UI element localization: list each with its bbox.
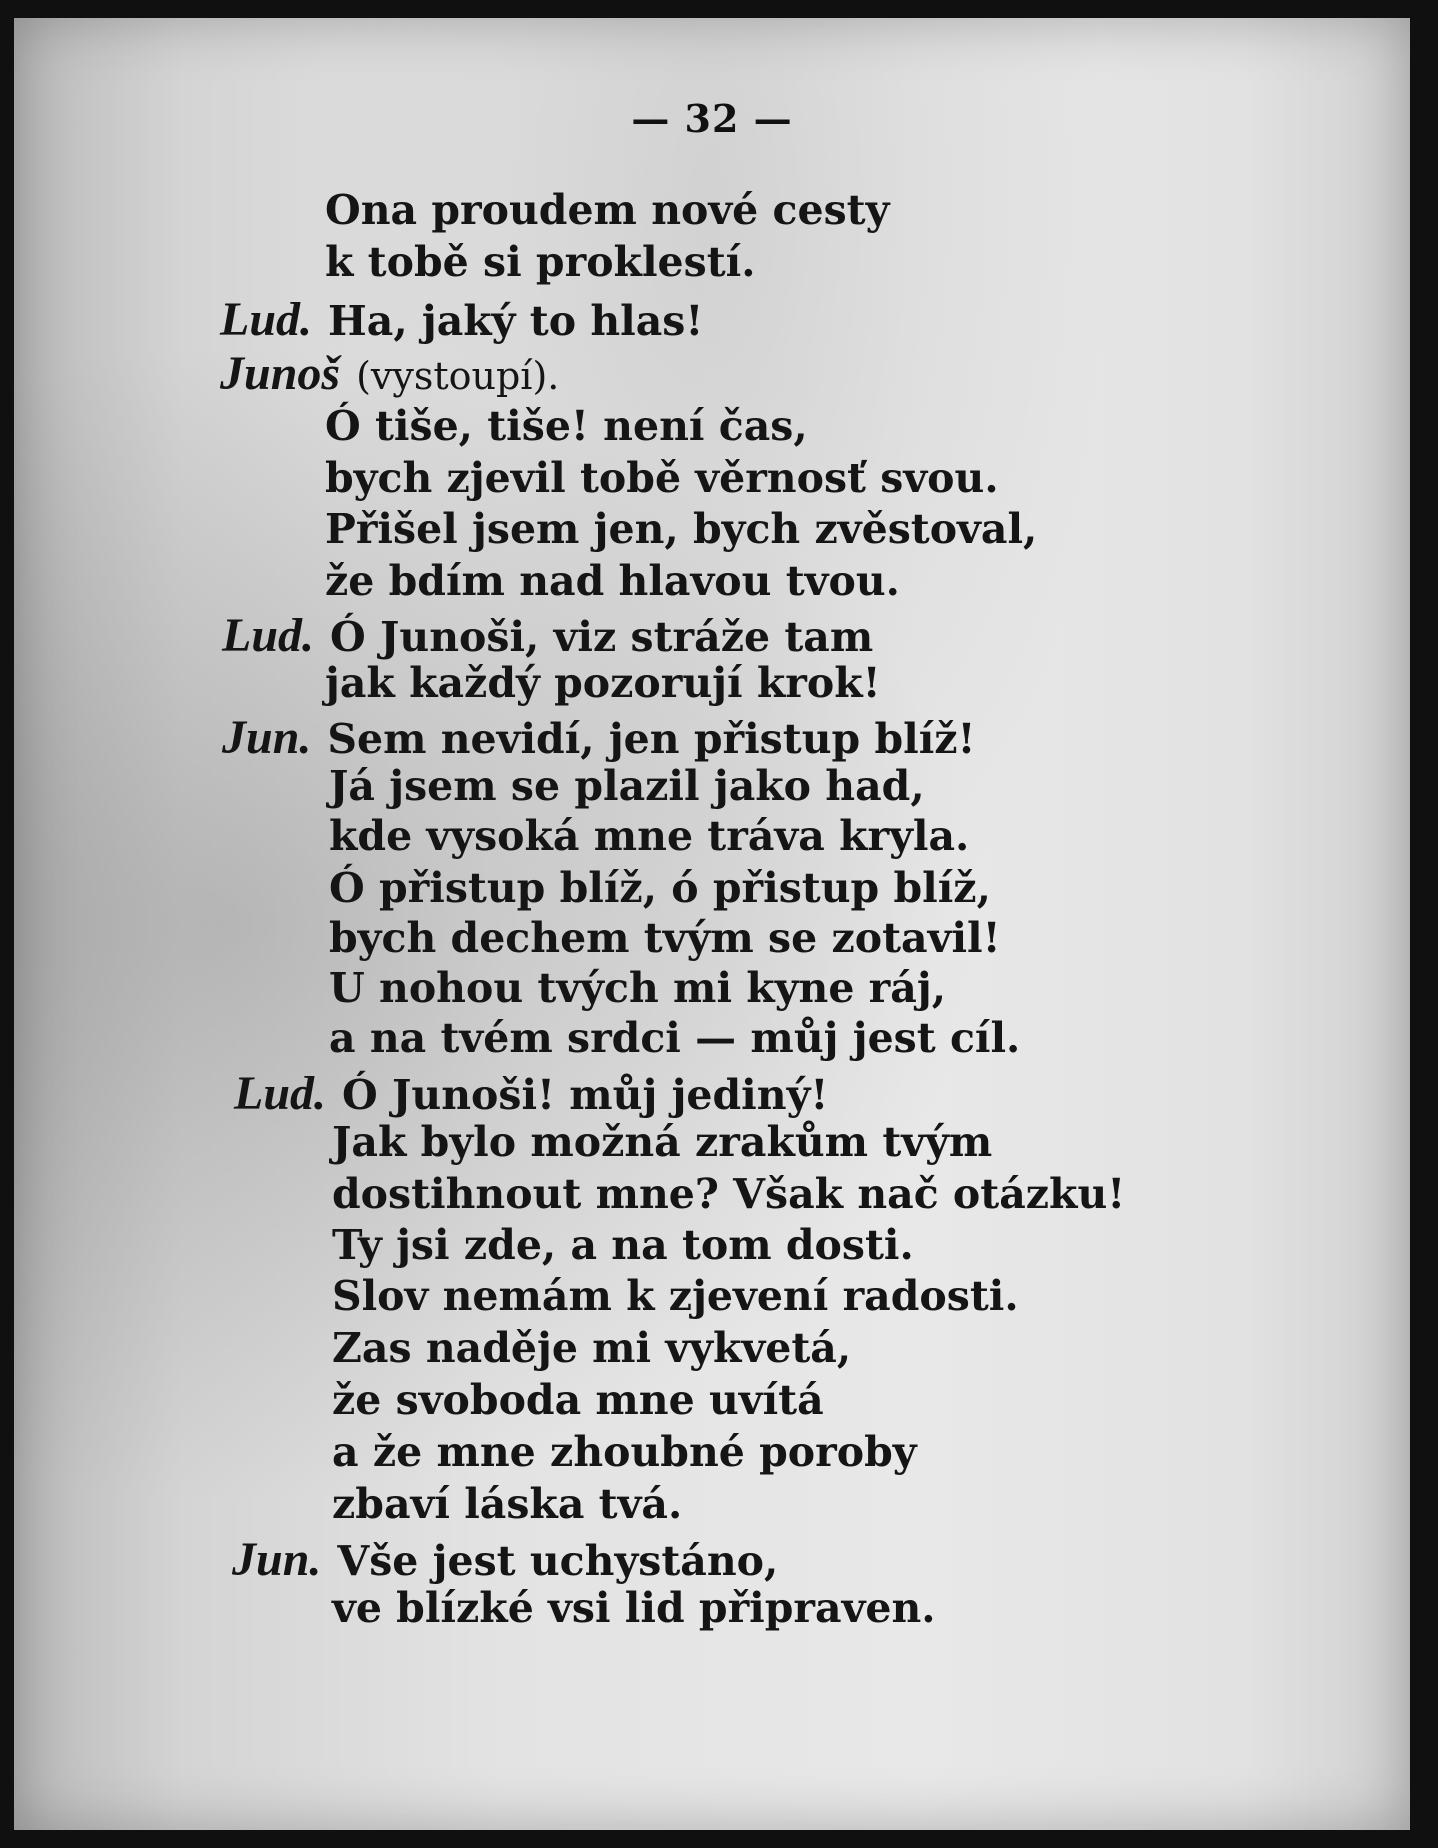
verse-line: k tobě si proklestí. (325, 238, 756, 286)
dialogue-line: Jun. Sem nevidí, jen přistup blíž! (222, 711, 976, 764)
verse-line: kde vysoká mne tráva kryla. (329, 812, 970, 860)
dialogue-line: Jun. Vše jest uchystáno, (232, 1533, 779, 1586)
stage-direction: (vystoupí). (356, 354, 560, 398)
verse-line: Ty jsi zde, a na tom dosti. (332, 1221, 914, 1269)
verse-line: Slov nemám k zjevení radosti. (332, 1272, 1019, 1320)
verse-line: Ona proudem nové cesty (325, 186, 890, 234)
verse-line: zbaví láska tvá. (332, 1480, 683, 1528)
speaker-name: Junoš (220, 347, 341, 400)
verse-line: Ó tiše, tiše! není čas, (325, 402, 808, 450)
book-page (14, 18, 1410, 1830)
dialogue-line: Lud. Ó Junoši! můj jediný! (234, 1067, 829, 1120)
verse-line: že svoboda mne uvítá (332, 1376, 824, 1424)
verse-line: jak každý pozorují krok! (325, 659, 881, 707)
verse-line: bych dechem tvým se zotavil! (329, 914, 1001, 962)
verse-line: a že mne zhoubné poroby (332, 1428, 917, 1476)
poem-text (14, 18, 1410, 1830)
speaker-name: Lud. (222, 609, 315, 662)
verse-line: Já jsem se plazil jako had, (329, 762, 925, 810)
verse-line: dostihnout mne? Však nač otázku! (332, 1170, 1126, 1218)
dialogue-line: Lud. Ó Junoši, viz stráže tam (222, 609, 874, 662)
verse-line: Jak bylo možná zrakům tvým (332, 1118, 993, 1166)
speaker-name: Jun. (222, 711, 312, 764)
verse-line: že bdím nad hlavou tvou. (325, 557, 900, 605)
verse-line: a na tvém srdci — můj jest cíl. (329, 1014, 1021, 1062)
speaker-name: Lud. (220, 293, 313, 346)
speaker-name: Lud. (234, 1067, 327, 1120)
verse-line: ve blízké vsi lid připraven. (332, 1584, 936, 1632)
verse-line: Ó přistup blíž, ó přistup blíž, (329, 864, 991, 912)
verse-line: bych zjevil tobě věrnosť svou. (325, 454, 999, 502)
verse-line: Zas naděje mi vykvetá, (332, 1324, 852, 1372)
verse-line: U nohou tvých mi kyne ráj, (329, 964, 946, 1012)
dialogue-line: Lud. Ha, jaký to hlas! (220, 293, 704, 346)
dialogue-line (220, 347, 560, 400)
speaker-name: Jun. (232, 1533, 322, 1586)
verse-line: Přišel jsem jen, bych zvěstoval, (325, 505, 1038, 553)
page-number: — 32 — (631, 96, 793, 141)
